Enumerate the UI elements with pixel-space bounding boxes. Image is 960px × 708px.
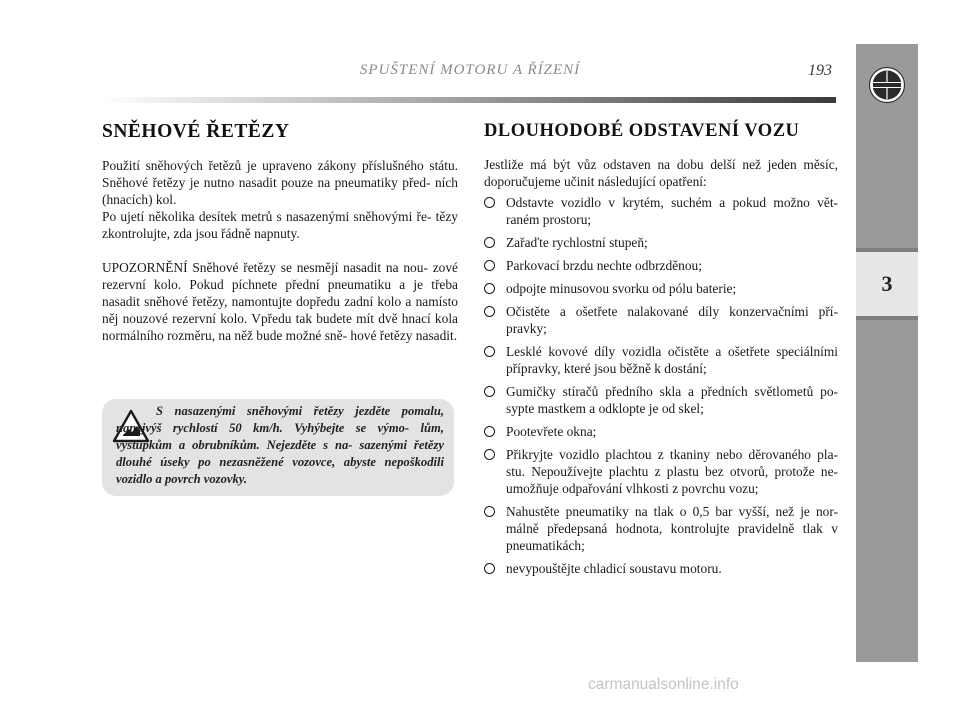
list-item: Zařaďte rychlostní stupeň; [484, 234, 838, 251]
paragraph: Po ujetí několika desítek metrů s nasazenými sněhovými ře- tězy zkontrolujte, zda jsou řádně napnuty. [102, 209, 458, 241]
storage-steps-list [484, 194, 838, 577]
section-title-long-term-storage: DLOUHODOBÉ ODSTAVENÍ VOZU [484, 121, 800, 141]
watermark-link[interactable]: carmanualsonline.info [588, 676, 739, 693]
running-header-title: SPUŠTENÍ MOTORU A ŘÍZENÍ [359, 62, 581, 78]
left-column [102, 121, 458, 344]
bullet-circle-icon [484, 386, 495, 397]
chapter-sidebar [856, 44, 918, 662]
bullet-circle-icon [484, 506, 495, 517]
bullet-circle-icon [484, 426, 495, 437]
list-item: nevypouštějte chladicí soustavu motoru. [484, 560, 838, 577]
list-item: Odstavte vozidlo v krytém, suchém a pokud možno vět- raném prostoru; [484, 194, 838, 228]
warning-box [102, 399, 454, 496]
right-column [484, 121, 838, 583]
bullet-circle-icon [484, 237, 495, 248]
lancia-logo-icon [868, 66, 906, 104]
warning-text: S nasazenými sněhovými řetězy jezděte pomalu, nanejvýš rychlostí 50 km/h. Vyhýbejte se výmo- lům, výstupkům a obrubníkům. Nejezděte s na- sazenými řetězy dlouhé úseky po nezasněžené vozovce, abyste nepoškodili vozidlo a povrch vozovky. [116, 404, 444, 486]
bullet-circle-icon [484, 260, 495, 271]
list-item: Očistěte a ošetřete nalakované díly konzervačními pří- pravky; [484, 303, 838, 337]
list-item: odpojte minusovou svorku od pólu baterie; [484, 280, 838, 297]
section-title-snow-chains: SNĚHOVÉ ŘETĚZY [102, 121, 290, 142]
paragraph: Použití sněhových řetězů je upraveno zákony příslušného státu. Sněhové řetězy je nutno nasadit pouze na pneumatiky před- ních (hnacích) kol. [102, 158, 458, 207]
bullet-circle-icon [484, 306, 495, 317]
bullet-circle-icon [484, 346, 495, 357]
list-item: Lesklé kovové díly vozidla očistěte a ošetřete speciálními přípravky, které jsou běžně k dostání; [484, 343, 838, 377]
list-item: Pootevřete okna; [484, 423, 838, 440]
list-item: Přikryjte vozidlo plachtou z tkaniny nebo děrovaného pla- stu. Nepoužívejte plachtu z plastu bez otvorů, protože ne- umožňuje odpařování vlhkosti z povrchu vozu; [484, 446, 838, 497]
bullet-circle-icon [484, 283, 495, 294]
header-rule [100, 97, 836, 103]
bullet-circle-icon [484, 449, 495, 460]
chapter-number: 3 [881, 271, 893, 296]
paragraph-caution: UPOZORNĚNÍ Sněhové řetězy se nesmějí nasadit na nou- zové rezervní kolo. Pokud píchnete přední pneumatiku a je třeba nasadit sněhové řetězy, namontujte dopředu zadní kolo a namísto něj nouzové rezervní kolo. Vpředu tak budete mít dvě hnací kola normálního rozměru, na něž bude možné sně- hové řetězy nasadit. [102, 260, 458, 343]
list-item: Parkovací brzdu nechte odbrzděnou; [484, 257, 838, 274]
bullet-circle-icon [484, 563, 495, 574]
bullet-circle-icon [484, 197, 495, 208]
list-item: Nahustěte pneumatiky na tlak o 0,5 bar vyšší, než je nor- málně předepsaná hodnota, kontrolujte pravidelně tlak v pneumatikách; [484, 503, 838, 554]
page-number: 193 [808, 62, 832, 79]
intro-paragraph: Jestliže má být vůz odstaven na dobu delší než jeden měsíc, doporučujeme učinit následující opatření: [484, 157, 838, 189]
chapter-tab[interactable] [856, 248, 918, 320]
list-item: Gumičky stíračů předního skla a předních světlometů po- sypte mastkem a odklopte je od skel; [484, 383, 838, 417]
